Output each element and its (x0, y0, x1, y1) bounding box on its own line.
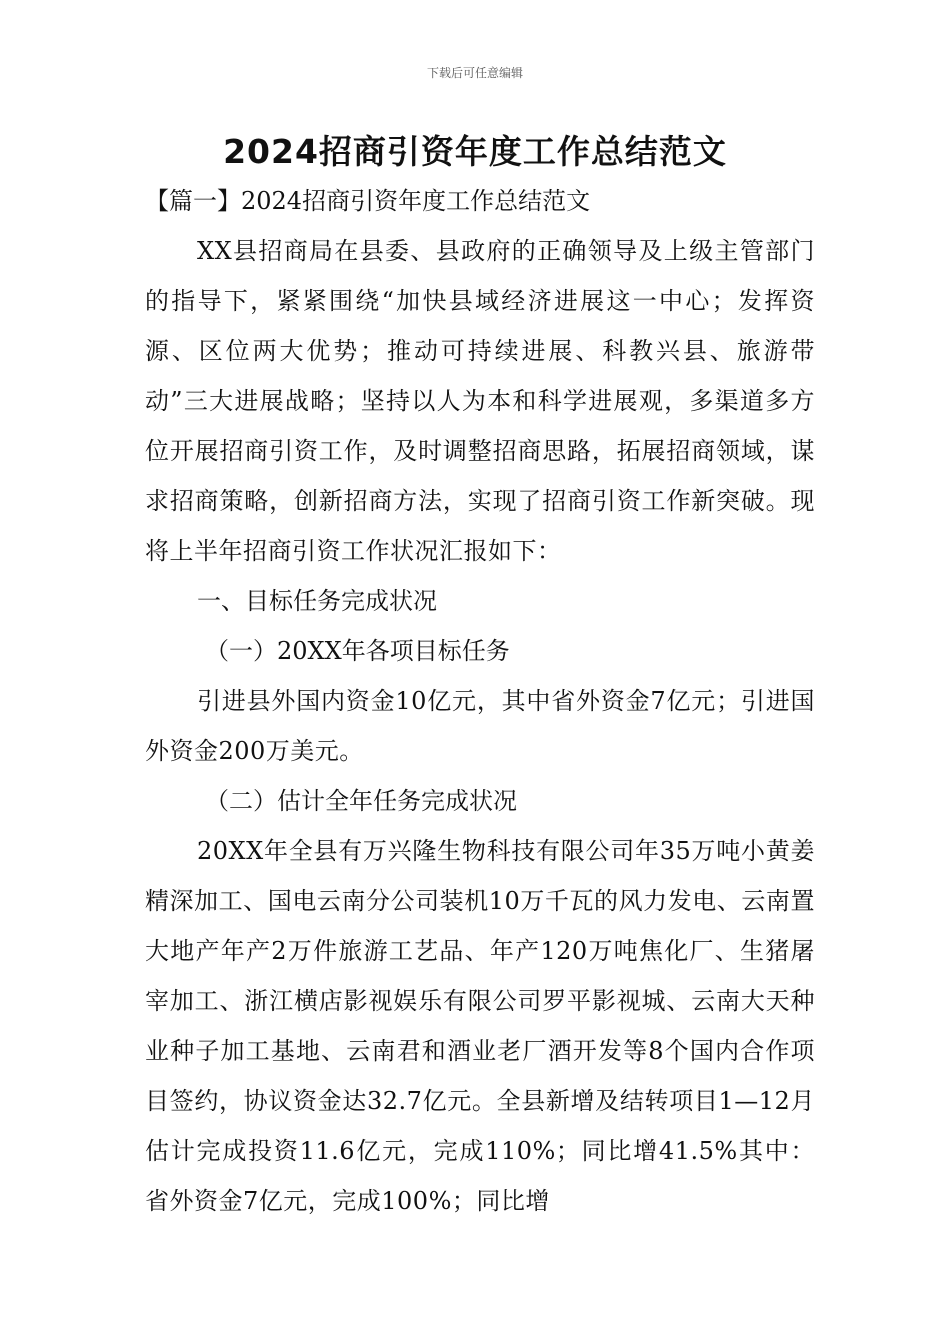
document-title: 2024招商引资年度工作总结范文 (223, 132, 727, 171)
section-label: 【篇一】2024招商引资年度工作总结范文 (145, 187, 591, 215)
subheading-annual-targets: （一）20XX年各项目标任务 (205, 637, 510, 665)
intro-paragraph: XX县招商局在县委、县政府的正确领导及上级主管部门的指导下，紧紧围绕“加快县域经济进展这一中心；发挥资源、区位两大优势；推动可持续进展、科教兴县、旅游带动”三大进展战略；坚持以人为本和科学进展观，多渠道多方位开展招商引资工作，及时调整招商思路，拓展招商领域，谋求招商策略，创新招商方法，实现了招商引资工作新突破。现将上半年招商引资工作状况汇报如下： (145, 237, 815, 565)
targets-paragraph: 引进县外国内资金10亿元，其中省外资金7亿元；引进国外资金200万美元。 (145, 687, 815, 765)
heading-targets-completion: 一、目标任务完成状况 (197, 587, 437, 615)
subheading-estimated-completion: （二）估计全年任务完成状况 (205, 787, 517, 815)
projects-paragraph: 20XX年全县有万兴隆生物科技有限公司年35万吨小黄姜精深加工、国电云南分公司装机10万千瓦的风力发电、云南置大地产年产2万件旅游工艺品、年产120万吨焦化厂、生猪屠宰加工、浙江横店影视娱乐有限公司罗平影视城、云南大天种业种子加工基地、云南君和酒业老厂酒开发等8个国内合作项目签约，协议资金达32.7亿元。全县新增及结转项目1—12月估计完成投资11.6亿元，完成110%；同比增41.5%其中：省外资金7亿元，完成100%；同比增 (145, 837, 815, 1215)
document-body (145, 176, 815, 1226)
page-header-note: 下载后可任意编辑 (426, 66, 523, 80)
